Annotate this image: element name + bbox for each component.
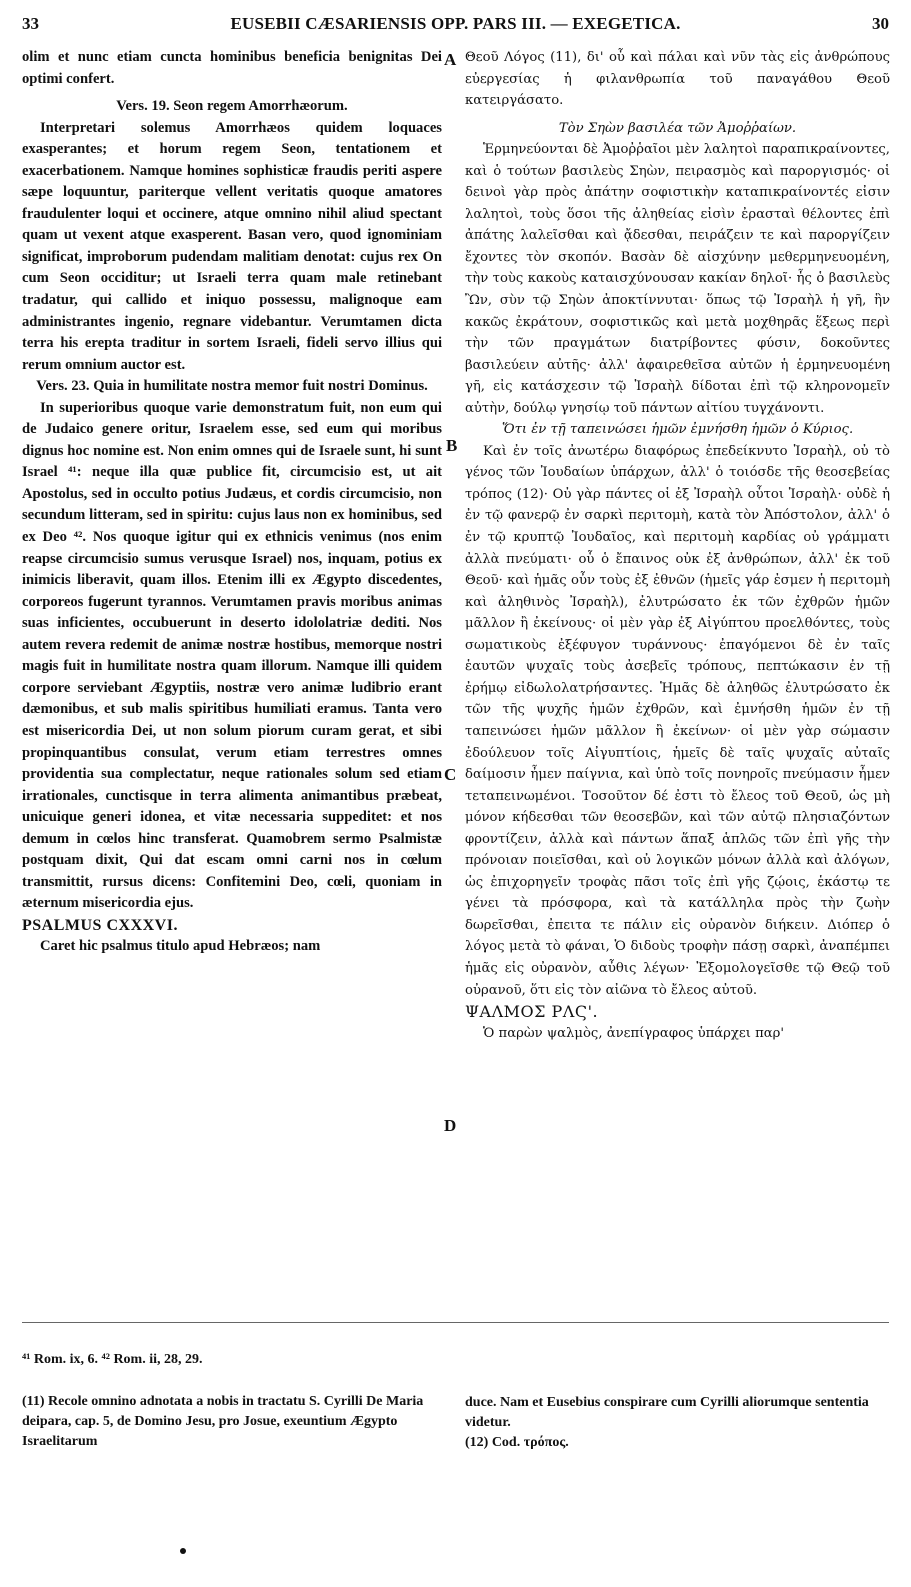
footnote-11: (11) Recole omnino adnotata a nobis in tractatu S. Cyrilli De Maria deipara, cap. 5, de Domino Jesu, pro Josue, exeuntium Ægypto Israelitarum bbox=[22, 1394, 424, 1449]
verse-heading: Vers. 19. Seon regem Amorrhæorum. bbox=[116, 98, 348, 115]
verse-heading: Ὅτι ἐν τῇ ταπεινώσει ἡμῶν ἐμνήσθη ἡμῶν ὁ Κύριος. bbox=[501, 422, 854, 438]
margin-marker-a: A bbox=[444, 50, 457, 69]
footnotes-left bbox=[22, 1350, 442, 1452]
margin-marker-b: B bbox=[446, 436, 458, 455]
latin-paragraph: olim et nunc etiam cuncta hominibus beneficia benignitas Dei optimi confert. bbox=[22, 49, 442, 87]
running-title: EUSEBII CÆSARIENSIS OPP. PARS III. — EXEGETICA. bbox=[230, 14, 681, 33]
greek-paragraph: Καὶ ἐν τοῖς ἀνωτέρω διαφόρως ἐπεδείκνυτο Ἰσραὴλ, οὐ τὸ γένος τῶν Ἰουδαίων ὑπάρχων, ἀλλ' ὁ τοιόσδε τῆς θεοσεβείας τρόπος (12)· Οὐ γὰρ πάντες οἱ ἐξ Ἰσραὴλ οὗτοι Ἰσραὴλ· οὐδὲ ἡ ἐν τῷ φανερῷ ἐν σαρκὶ περιτομὴ, κατὰ τὸν Ἀπόστολον, ἀλλ' ὁ ἐν τῷ κρυπτῷ Ἰουδαῖος, καὶ περιτομὴ καρδίας οὐ γράμματι ἀλλὰ πνεύματι· οὗ ὁ ἔπαινος οὐκ ἐξ ἀνθρώπων, ἀλλ' ἐκ τοῦ Θεοῦ· καὶ ἡμᾶς οὖν τοὺς ἐξ ἐθνῶν (ἡμεῖς γάρ ἐσμεν ἡ περιτομὴ καὶ ἀληθινὸς Ἰσραὴλ), ἐλυτρώσατο ἐκ τῶν ἐχθρῶν ἡμῶν μᾶλλον ἢ ἐκείνους· οἱ μὲν γὰρ ἐξ Αἰγύπτου προελθόντες, τοὺς σωματικοὺς ἐξέφυγον τυράννους· ἐπαγόμενοι δὲ ἐν ταῖς ἑαυτῶν ψυχαῖς τοὺς ἀσεβεῖς τρόπους, πεπτώκασιν ἐν τῇ ἐρήμῳ εἰδωλολατρήσαντες. Ἡμᾶς δὲ ἀληθῶς ἐλυτρώσατο ἐκ τῶν τῆς ψυχῆς ἡμῶν ἐχθρῶν, καὶ ἐμνήσθη ἡμῶν ἐν τῇ ταπεινώσει ἡμῶν μᾶλλον ἢ ἐκείνων· οἱ μὲν γὰρ σώμασιν ἐδούλευον τοῖς Αἰγυπτίοις, ἡμεῖς δὲ ταῖς ψυχαῖς αὐταῖς δαίμοσιν ἦμεν παίγνια, καὶ ὑπὸ τοῖς πονηροῖς πνεύμασιν ἦμεν τεταπεινωμένοι. Τοσοῦτον δέ ἐστι τὸ ἔλεος τοῦ Θεοῦ, ὡς μὴ μόνον κήδεσθαι τῶν θεοσεβῶν, καὶ τῶν αὐτῷ πλησιαζόντων φροντίζειν, ἀλλὰ καὶ πάντων ἅπαξ ἁπλῶς τῶν ἐπὶ γῆς τὴν πρόνοιαν ποιεῖσθαι, καὶ οὐ λογικῶν μόνων ἀλλὰ καὶ ἀλόγων, ὡς ἐπιχορηγεῖν τροφὰς πᾶσι τοῖς ἐπὶ γῆς ζῴοις, ἑκάστῳ τε γένει τὰ πρόσφορα, καὶ τὰ κατάλληλα πρὸς τὴν ζωὴν δωρεῖσθαι, ἐπειτα τε πάλιν εἰς οὐρανὸν διήκειν. Διόπερ ὁ λόγος μετὰ τὸ φάναι, Ὁ διδοὺς τροφὴν πάσῃ σαρκὶ, ἀναπέμπει ἡμᾶς εἰς οὐρανὸν, αὖθις λέγων· Ἐξομολογεῖσθε τῷ Θεῷ τοῦ οὐρανοῦ, ὅτι εἰς τὸν αἰῶνα τὸ ἔλεος αὐτοῦ. bbox=[465, 443, 890, 998]
latin-column bbox=[22, 47, 442, 958]
psalm-title: PSALMUS CXXXVI. bbox=[22, 916, 178, 934]
footnote-rule bbox=[22, 1322, 889, 1323]
latin-paragraph: In superioribus quoque varie demonstratum fuit, non eum qui de Judaico genere oritur, Israelem esse, sed eum qui moribus dignus hoc nomine est. Non enim omnes qui de Israele sunt, hi sunt Israel ⁴¹: neque illa quæ publice fit, circumcisio est, ut ait Apostolus, sed in occulto potius Judæus, et cordis circumcisio, non secundum litteram, sed in spiritu: cujus laus non ex hominibus, sed ex Deo ⁴². Nos quoque igitur qui ex ethnicis venimus (nos enim reapse circumcisio sumus verusque Israel) nos, inquam, potius ex inimicis liberavit, quam illos. Etenim illi ex Ægypto discedentes, corporeos fugerunt tyrannos. Verumtamen pravis moribus animas suas inficientes, occubuerunt in deserto idololatriæ dediti. Nos autem revera redemit de animæ nostræ hostibus, memorque nostri magis fuit in humilitate nostra quam illorum. Namque illi quidem corpore serviebant Ægyptiis, nostræ vero animæ ludibrio erant dæmonibus, et sub malis spiritibus humiliati eramus. Tanta vero est misericordia Dei, ut non solum piorum curam gerat, et sibi propinquantibus consulat, verum etiam terrestres omnes providentia sua complectatur, neque rationales solum sed etiam irrationales, cunctisque in terra alimenta animantibus præbeat, unicuique generi idonea, et vitæ necessaria suppeditet: et nos demum in cœlos hinc transferat. Quamobrem sermo Psalmistæ postquam dixit, Qui dat escam omni carni nos in cœlum transmittit, rursus dicens: Confitemini Deo, cœli, quoniam in æternum misericordia ejus. bbox=[22, 399, 442, 912]
scripture-references: ⁴¹ Rom. ix, 6. ⁴² Rom. ii, 28, 29. bbox=[22, 1352, 203, 1367]
running-header bbox=[22, 14, 889, 40]
ink-mark bbox=[180, 1548, 186, 1554]
latin-paragraph: Caret hic psalmus titulo apud Hebræos; nam bbox=[40, 938, 321, 955]
footnote-11-continued: duce. Nam et Eusebius conspirare cum Cyrilli aliorumque sententia videtur. bbox=[465, 1395, 869, 1430]
verse-heading: Τὸν Σηὼν βασιλέα τῶν Ἀμοῤῥαίων. bbox=[558, 120, 797, 136]
greek-paragraph: Ὁ παρὼν ψαλμὸς, ἀνεπίγραφος ὑπάρχει παρ' bbox=[483, 1025, 785, 1041]
verse-heading: Vers. 23. Quia in humilitate nostra memor fuit nostri Dominus. bbox=[36, 378, 428, 395]
greek-paragraph: Θεοῦ Λόγος (11), δι' οὗ καὶ πάλαι καὶ νῦν τὰς εἰς ἀνθρώπους εὐεργεσίας ἡ φιλανθρωπία τοῦ παναγάθου Θεοῦ κατειργάσατο. bbox=[465, 50, 890, 109]
margin-marker-d: D bbox=[444, 1116, 457, 1135]
margin-marker-c: C bbox=[444, 765, 457, 784]
page-number-right: 30 bbox=[872, 14, 889, 33]
greek-column bbox=[465, 47, 890, 1044]
latin-paragraph: Interpretari solemus Amorrhæos quidem loquaces exasperantes; et horum regem Seon, tentationem et exacerbationem. Namque homines sophisticæ fraudis periti aspere sæpe loquuntur, pariterque vellent veritatis quoque amatores fraudulenter loqui et occinere, atque omnino nihil aliud spectant quam ut vexent atque exasperent. Basan vero, quod ignominiam significat, improborum pudendam malitiam denotat: cujus rex On cum Seon occiditur; ut Israeli terra quam male retinebant tradatur, qui callido et iniquo possessu, malignoque eam administrantes ingenio, regnare videbantur. Verumtamen dicta terra his erepta traditur in sortem Israeli, fideli servo illius qui rerum omnium auctor est. bbox=[22, 119, 442, 373]
footnotes-right bbox=[465, 1393, 890, 1453]
page-number-left: 33 bbox=[22, 14, 39, 33]
greek-paragraph: Ἑρμηνεύονται δὲ Ἀμοῤῥαῖοι μὲν λαλητοὶ παραπικραίνοντες, καὶ ὁ τούτων βασιλεὺς Σηὼν, πειρασμὸς καὶ παροργισμός· οἱ δεινοὶ γὰρ πρὸς ἀπάτην σοφιστικὴν καταπικραίνοντές εἰσιν λαλητοὶ, τοὺς ὅσοι τῆς ἀληθείας εἰσὶν ἐρασταὶ θέλοντες ἐπὶ ἀπάτης λαλεῖσθαι καὶ ᾄδεσθαι, πειράζειν τε καὶ παροργίζειν ἔχοντες τὸν σκοπόν. Βασὰν δὲ αἰσχύνην μεθερμηνευομένη, τὴν τοὺς κακοὺς καταισχύνουσαν κακίαν δηλοῖ· ἧς ὁ βασιλεὺς Ὢν, σὺν τῷ Σηὼν ἀποκτίννυται· ὅπως τῷ Ἰσραὴλ ἡ γῆ, ἣν κακῶς ἐκράτουν, σοφιστικῶς καὶ μετὰ μοχθηρᾶς ἕξεως περὶ τὴν τῶν πραγμάτων διατρίβοντες φύσιν, δοκοῦντες βασιλεύειν αὐτῆς· ἀλλ' ἀφαιρεθεῖσα αὐτῶν ἡ ἑρμηνευομένη γῆ, εἰς κατάσχεσιν τῷ Ἰσραὴλ δίδοται ἐπὶ τῷ κληρονομεῖν αὐτὴν, δούλῳ γνησίῳ τοῦ πάντων αἰτίου τυγχάνοντι. bbox=[465, 142, 890, 416]
psalm-title: ΨΑΛΜΟΣ ΡΛϚ'. bbox=[465, 1002, 599, 1022]
footnote-12: (12) Cod. τρόπος. bbox=[465, 1435, 569, 1450]
